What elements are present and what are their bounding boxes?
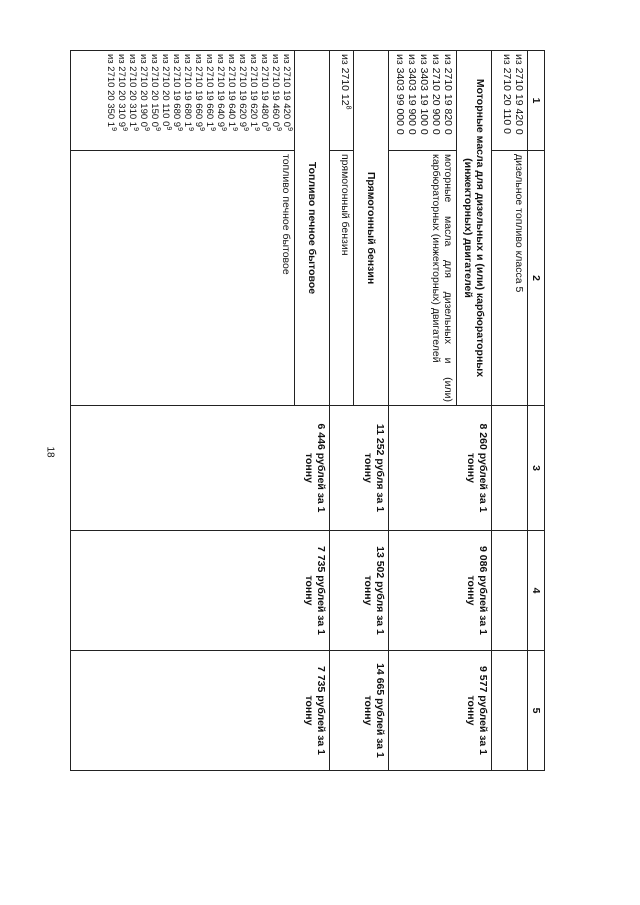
- code-item: из 2710 19 640 $1^9$: [226, 54, 239, 131]
- section-row: [295, 51, 330, 771]
- code-cell: [492, 51, 528, 151]
- rate-cell: [492, 651, 528, 771]
- rate-cell: [492, 406, 528, 531]
- rate-cell: 7 735 рублей за 1 тонну: [71, 531, 330, 651]
- code-item: из 2710 19 480 $0^9$: [259, 54, 272, 131]
- code-cell: [330, 51, 354, 151]
- code-item: из 2710 19 660 $9^9$: [193, 54, 206, 131]
- column-header: 2: [528, 151, 545, 406]
- name-cell: моторные масла для дизельных и (или) карбюраторных (инжекторных) двигателей: [389, 151, 457, 406]
- column-header: 4: [528, 531, 545, 651]
- rate-cell: 7 735 рублей за 1 тонну: [71, 651, 330, 771]
- rate-cell: 6 446 рублей за 1 тонну: [71, 406, 330, 531]
- code-item: из 2710 20 900 0: [430, 54, 442, 135]
- code-item: из 2710 20 310 $1^9$: [127, 54, 140, 131]
- code-item: из 2710 20 110 $0^9$: [160, 54, 173, 131]
- column-header: 5: [528, 651, 545, 771]
- page-number: 18: [44, 446, 56, 458]
- name-cell: дизельное топливо класса 5: [492, 151, 528, 406]
- code-item: из 2710 19 460 $0^9$: [270, 54, 283, 131]
- code-cell: [71, 51, 295, 151]
- section-title: Прямогонный бензин: [354, 51, 389, 406]
- rate-cell: 9 086 рублей за 1 тонну: [389, 531, 492, 651]
- rate-cell: 9 577 рублей за 1 тонну: [389, 651, 492, 771]
- rate-cell: 13 502 рубля за 1 тонну: [330, 531, 389, 651]
- code-item: из 2710 19 680 $1^9$: [182, 54, 195, 131]
- code-item: из 2710 $12^8$: [339, 54, 352, 110]
- section-title: Топливо печное бытовое: [295, 51, 330, 406]
- code-item: из 2710 19 640 $9^9$: [215, 54, 228, 131]
- rate-cell: 14 665 рублей за 1 тонну: [330, 651, 389, 771]
- name-cell: прямогонный бензин: [330, 151, 354, 406]
- rate-cell: [492, 531, 528, 651]
- table-row: [492, 51, 528, 771]
- code-item: из 2710 19 420 0: [513, 54, 525, 135]
- code-item: из 3403 99 000 0: [394, 54, 406, 135]
- code-item: из 2710 19 420 $0^9$: [281, 54, 294, 131]
- code-item: из 2710 19 660 $1^9$: [204, 54, 217, 131]
- code-item: из 2710 20 150 $0^9$: [149, 54, 162, 131]
- rate-cell: 11 252 рубля за 1 тонну: [330, 406, 389, 531]
- header-row: [528, 51, 545, 771]
- code-item: из 2710 19 820 0: [442, 54, 454, 135]
- code-item: из 2710 20 350 $1^9$: [105, 54, 118, 131]
- column-header: 3: [528, 406, 545, 531]
- tariff-table: [70, 50, 545, 771]
- code-item: из 3403 19 900 0: [406, 54, 418, 135]
- name-cell: топливо печное бытовое: [71, 151, 295, 406]
- code-cell: [389, 51, 457, 151]
- code-item: из 3403 19 100 0: [418, 54, 430, 135]
- rate-cell: 8 260 рублей за 1 тонну: [389, 406, 492, 531]
- section-row: [354, 51, 389, 771]
- rotated-table-container: [70, 50, 545, 770]
- code-item: из 2710 19 620 $1^9$: [248, 54, 261, 131]
- code-item: из 2710 19 620 $9^9$: [237, 54, 250, 131]
- section-title: Моторные масла для дизельных и (или) карбюраторных (инжекторных) двигателей: [457, 51, 492, 406]
- code-item: из 2710 19 680 $9^9$: [171, 54, 184, 131]
- code-item: из 2710 20 190 $0^9$: [138, 54, 151, 131]
- section-row: [457, 51, 492, 771]
- column-header: 1: [528, 51, 545, 151]
- code-item: из 2710 20 110 0: [501, 54, 513, 134]
- code-item: из 2710 20 310 $9^9$: [116, 54, 129, 131]
